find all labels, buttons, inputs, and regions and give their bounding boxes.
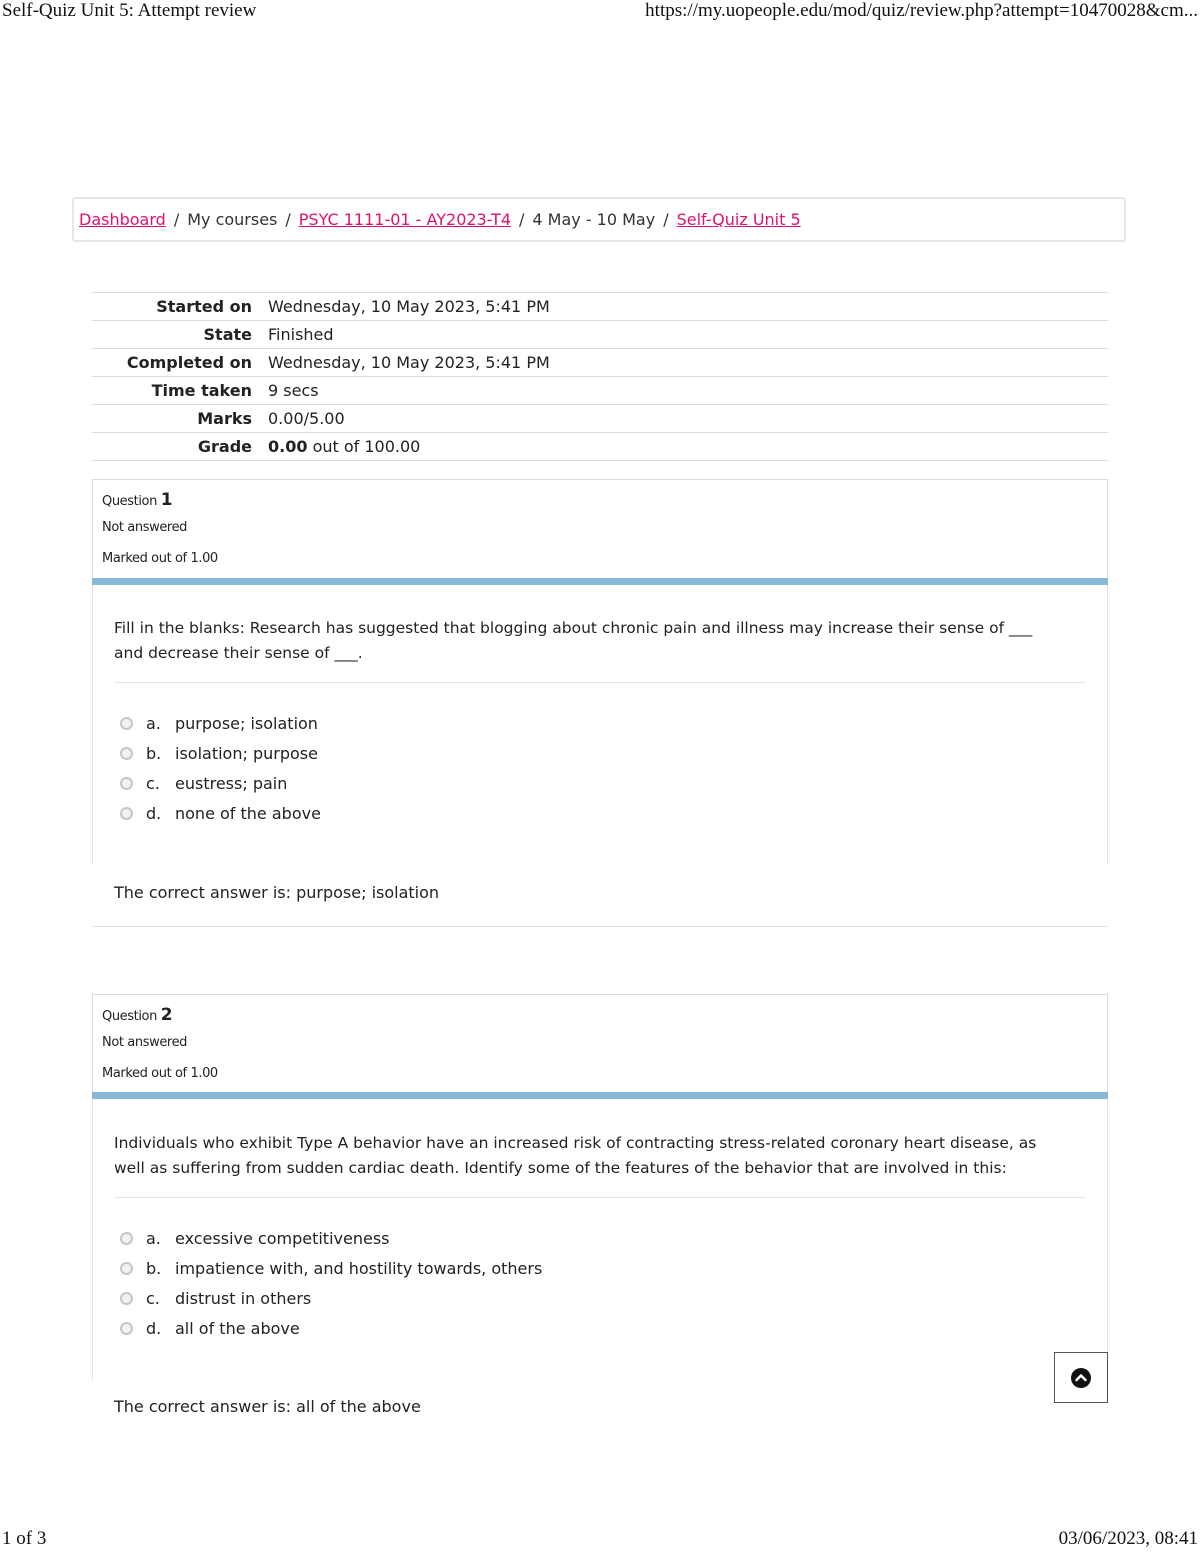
summary-label: State (92, 321, 268, 349)
grade-out-of: out of 100.00 (312, 437, 421, 456)
summary-value: Wednesday, 10 May 2023, 5:41 PM (268, 349, 1108, 377)
answer-option-d[interactable] (120, 801, 820, 831)
summary-value (268, 433, 1108, 461)
radio-button[interactable] (120, 717, 133, 730)
summary-value: 9 secs (268, 377, 1108, 405)
radio-button[interactable] (120, 1292, 133, 1305)
breadcrumb-my-courses: My courses (187, 210, 278, 229)
print-header (0, 0, 1200, 26)
option-text: impatience with, and hostility towards, others (175, 1259, 543, 1278)
summary-row-state (92, 321, 1108, 349)
breadcrumb-separator: / (285, 210, 291, 229)
question-divider-bar (92, 1092, 1108, 1099)
option-text: none of the above (175, 804, 321, 823)
question-divider-bar (92, 578, 1108, 585)
radio-button[interactable] (120, 747, 133, 760)
answer-option-c[interactable] (120, 1286, 820, 1316)
print-page-url: https://my.uopeople.edu/mod/quiz/review.php?attempt=10470028&cm... (645, 0, 1198, 21)
back-to-top-button[interactable] (1054, 1352, 1108, 1403)
radio-button[interactable] (120, 807, 133, 820)
question-label: Question (102, 494, 157, 509)
summary-label: Time taken (92, 377, 268, 405)
summary-label: Completed on (92, 349, 268, 377)
question-mark: Marked out of 1.00 (102, 551, 218, 566)
answer-option-d[interactable] (120, 1316, 820, 1346)
question-info-2 (92, 994, 1108, 1094)
print-page-title: Self-Quiz Unit 5: Attempt review (2, 0, 257, 21)
print-footer (0, 1528, 1200, 1554)
question-end-line (92, 926, 1108, 927)
summary-value: 0.00/5.00 (268, 405, 1108, 433)
breadcrumb-separator: / (519, 210, 525, 229)
option-text: purpose; isolation (175, 714, 318, 733)
breadcrumb-separator: / (663, 210, 669, 229)
option-text: all of the above (175, 1319, 300, 1338)
question-text: Individuals who exhibit Type A behavior have an increased risk of contracting stress-related coronary heart disease, as well as suffering from sudden cardiac death. Identify some of the features of the behavior that are involved in this: (114, 1134, 1037, 1177)
option-letter: b. (146, 744, 162, 763)
print-page-count: 1 of 3 (2, 1528, 47, 1549)
summary-row-time (92, 377, 1108, 405)
option-letter: b. (146, 1259, 162, 1278)
question-number (102, 490, 173, 510)
answer-option-a[interactable] (120, 711, 820, 741)
option-text: isolation; purpose (175, 744, 318, 763)
question-separator (114, 1197, 1086, 1198)
question-number (102, 1005, 173, 1025)
summary-row-started (92, 293, 1108, 321)
summary-row-grade (92, 433, 1108, 461)
summary-label: Grade (92, 433, 268, 461)
option-letter: a. (146, 1229, 161, 1248)
radio-button[interactable] (120, 1232, 133, 1245)
question-label: Question (102, 1009, 157, 1024)
question-text: Fill in the blanks: Research has suggested that blogging about chronic pain and illness may increase their sense of ___ and decrease their sense of ___. (114, 619, 1033, 662)
option-text: eustress; pain (175, 774, 288, 793)
correct-answer-feedback: The correct answer is: purpose; isolation (114, 883, 440, 902)
attempt-summary-table (92, 292, 1108, 461)
answer-options (120, 711, 820, 831)
answer-option-a[interactable] (120, 1226, 820, 1256)
option-letter: d. (146, 1319, 162, 1338)
answer-option-c[interactable] (120, 771, 820, 801)
option-text: distrust in others (175, 1289, 312, 1308)
correct-answer-feedback: The correct answer is: all of the above (114, 1397, 421, 1416)
answer-option-b[interactable] (120, 741, 820, 771)
summary-value: Wednesday, 10 May 2023, 5:41 PM (268, 293, 1108, 321)
breadcrumb-quiz-link[interactable]: Self-Quiz Unit 5 (676, 210, 801, 229)
option-text: excessive competitiveness (175, 1229, 390, 1248)
summary-value: Finished (268, 321, 1108, 349)
breadcrumb-separator: / (173, 210, 180, 229)
breadcrumb (72, 197, 1126, 242)
breadcrumb-dashboard-link[interactable]: Dashboard (79, 210, 166, 229)
breadcrumb-week: 4 May - 10 May (532, 210, 656, 229)
question-state: Not answered (102, 1035, 188, 1050)
summary-label: Started on (92, 293, 268, 321)
radio-button[interactable] (120, 1322, 133, 1335)
answer-options (120, 1226, 820, 1346)
option-letter: d. (146, 804, 162, 823)
grade-score: 0.00 (268, 437, 308, 456)
chevron-up-circle-icon (1070, 1367, 1092, 1389)
summary-label: Marks (92, 405, 268, 433)
question-mark: Marked out of 1.00 (102, 1066, 218, 1081)
option-letter: a. (146, 714, 161, 733)
question-number-value: 1 (160, 490, 173, 510)
question-info-1 (92, 479, 1108, 579)
summary-row-completed (92, 349, 1108, 377)
question-state: Not answered (102, 520, 188, 535)
question-separator (114, 682, 1086, 683)
question-number-value: 2 (160, 1005, 173, 1025)
breadcrumb-course-link[interactable]: PSYC 1111-01 - AY2023-T4 (298, 210, 511, 229)
radio-button[interactable] (120, 777, 133, 790)
print-datetime: 03/06/2023, 08:41 (1058, 1528, 1198, 1549)
radio-button[interactable] (120, 1262, 133, 1275)
option-letter: c. (146, 1289, 160, 1308)
summary-row-marks (92, 405, 1108, 433)
answer-option-b[interactable] (120, 1256, 820, 1286)
option-letter: c. (146, 774, 160, 793)
